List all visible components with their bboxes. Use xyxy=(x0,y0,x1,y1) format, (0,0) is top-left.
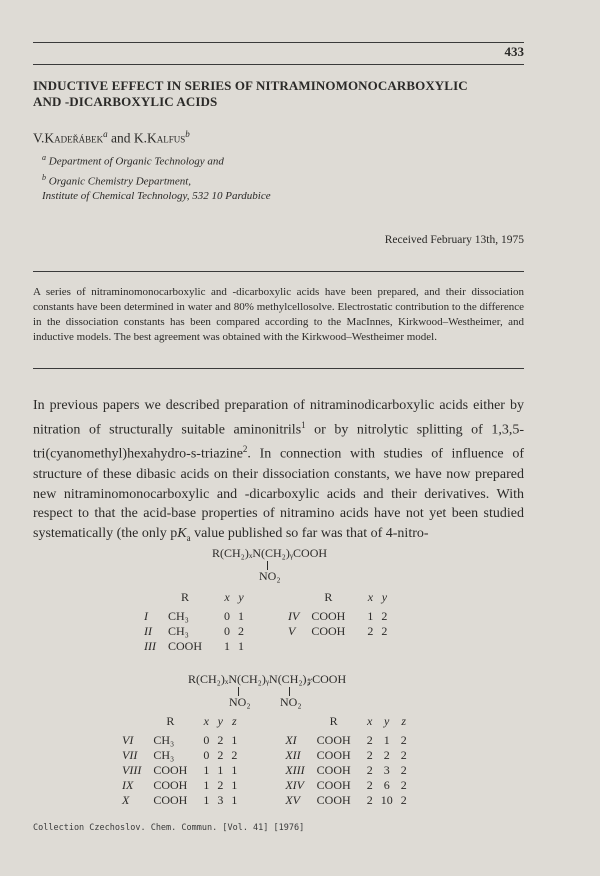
body-text-b: or by nitrolytic splitting of 1,3,5-tri(cyanomethyl)hexahydro-s-triazine xyxy=(33,422,524,462)
header-r: R xyxy=(166,714,175,728)
header-r: R xyxy=(324,590,333,604)
page-number: 433 xyxy=(504,44,524,59)
top-rule xyxy=(33,42,524,43)
body-text-c: . In connection with studies of influence of structure of these dibasic acids on their dissociation constants, we have now prepared new nitraminomonocarboxylic and -dicarboxylic acids and their derivatives. With respect to that the acid-base properties of nitramino acids have not yet been studied systematically (the only p xyxy=(33,446,524,542)
table-1-header xyxy=(140,590,391,609)
table-row: VI CH₃ 0 2 1 XI COOH 2 1 2 xyxy=(122,733,407,747)
affiliations xyxy=(42,150,271,204)
title-line-2: AND -DICARBOXYLIC ACIDS xyxy=(33,94,218,109)
abstract-top-rule xyxy=(33,271,524,272)
header-x: x xyxy=(367,714,373,728)
compound-table-2 xyxy=(118,714,411,808)
affiliation-a: Department of Organic Technology and xyxy=(48,155,224,168)
author-2: K.Kalfus xyxy=(133,130,186,146)
compound-table-1 xyxy=(140,590,391,654)
formula-2-nitro-2: NO₂ xyxy=(280,695,302,709)
header-z: z xyxy=(401,714,407,728)
header-x: x xyxy=(367,590,374,604)
table-row: VII CH₃ 0 2 2 XII COOH 2 2 2 xyxy=(122,748,407,762)
formula-1: R(CH₂)ₓN(CH₂)ᵧCOOH xyxy=(212,546,328,560)
formula-2: R(CH₂)ₓN(CH₂)ᵧN(CH₂)𝓏COOH xyxy=(188,672,347,686)
abstract-bottom-rule xyxy=(33,368,524,369)
body-text-d: value published so far was that of 4-nitro- xyxy=(190,526,429,542)
table-row: IX COOH 1 2 1 XIV COOH 2 6 2 xyxy=(122,778,407,792)
header-r: R xyxy=(181,590,190,604)
ref-2: 2 xyxy=(242,444,248,455)
table-2-header xyxy=(118,714,411,733)
abstract: A series of nitraminomonocarboxylic and -dicarboxylic acids have been prepared, and their dissociation constants have been determined in water and 80% methylcellosolve. Electrostatic contribution to the difference in the dissociation constants has been compared according to the MacInnes, Kirkwood–Westheimer, and inductive models. The best agreement was obtained with the Kirkwood–Westheimer model. xyxy=(33,286,524,343)
table-row: III COOH 1 1 xyxy=(144,639,245,653)
formula-1-nitro: NO₂ xyxy=(259,569,281,583)
header-y: y xyxy=(238,590,244,604)
journal-footer: Collection Czechoslov. Chem. Commun. [Vol. 41] [1976] xyxy=(33,823,305,833)
header-z: z xyxy=(232,714,237,728)
header-y: y xyxy=(381,590,388,604)
affiliation-c: Institute of Chemical Technology, 532 10 Pardubice xyxy=(42,190,271,203)
affil-b-mark: b xyxy=(42,172,46,182)
header-x: x xyxy=(224,590,230,604)
formula-2-nitro-1: NO₂ xyxy=(229,695,251,709)
header-rule xyxy=(33,64,524,65)
article-title xyxy=(33,78,563,110)
body-paragraph: In previous papers we described preparation of nitraminodicarboxylic acids either by nitration of structurally suitable aminonitrils$^1$ or by nitrolytic splitting of 1,3,5-tri(cyanomethyl)hexahydro-s-triazine$^2$. In connection with studies of influence of structure of these dibasic acids on their dissociation constants, we have now prepared new nitraminomonocarboxylic and -dicarboxylic acids and their derivatives. With respect to that the acid-base properties of nitramino acids have not yet been studied systematically (the only $pK_a$ value published so far was that of 4-nitro- xyxy=(33,398,524,543)
affil-a-mark: a xyxy=(42,153,46,162)
author-2-mark: b xyxy=(185,129,190,139)
author-separator: and xyxy=(107,130,134,146)
header-y: y xyxy=(384,714,390,728)
author-1: V.Kadeřábek xyxy=(33,130,104,146)
title-line-1: INDUCTIVE EFFECT IN SERIES OF NITRAMINOMONOCARBOXYLIC xyxy=(33,78,468,93)
ref-1: 1 xyxy=(301,419,306,430)
pka-subscript: a xyxy=(186,532,191,543)
header-r: R xyxy=(329,714,338,728)
author-line xyxy=(33,129,190,147)
table-row: II CH₃ 0 2 V COOH 2 2 xyxy=(144,624,388,638)
header-x: x xyxy=(203,714,209,728)
table-row: VIII COOH 1 1 1 XIII COOH 2 3 2 xyxy=(122,763,407,777)
table-row: X COOH 1 3 1 XV COOH 2 10 2 xyxy=(122,793,407,807)
body-text-a: In previous papers we described preparation of nitraminodicarboxylic acids either by nitration of structurally suitable aminonitrils xyxy=(33,398,524,438)
author-1-mark: a xyxy=(103,129,108,139)
affiliation-b: Organic Chemistry Department, xyxy=(48,175,192,188)
table-row: I CH₃ 0 1 IV COOH 1 2 xyxy=(144,609,388,623)
received-date: Received February 13th, 1975 xyxy=(384,234,524,246)
header-y: y xyxy=(217,714,223,728)
